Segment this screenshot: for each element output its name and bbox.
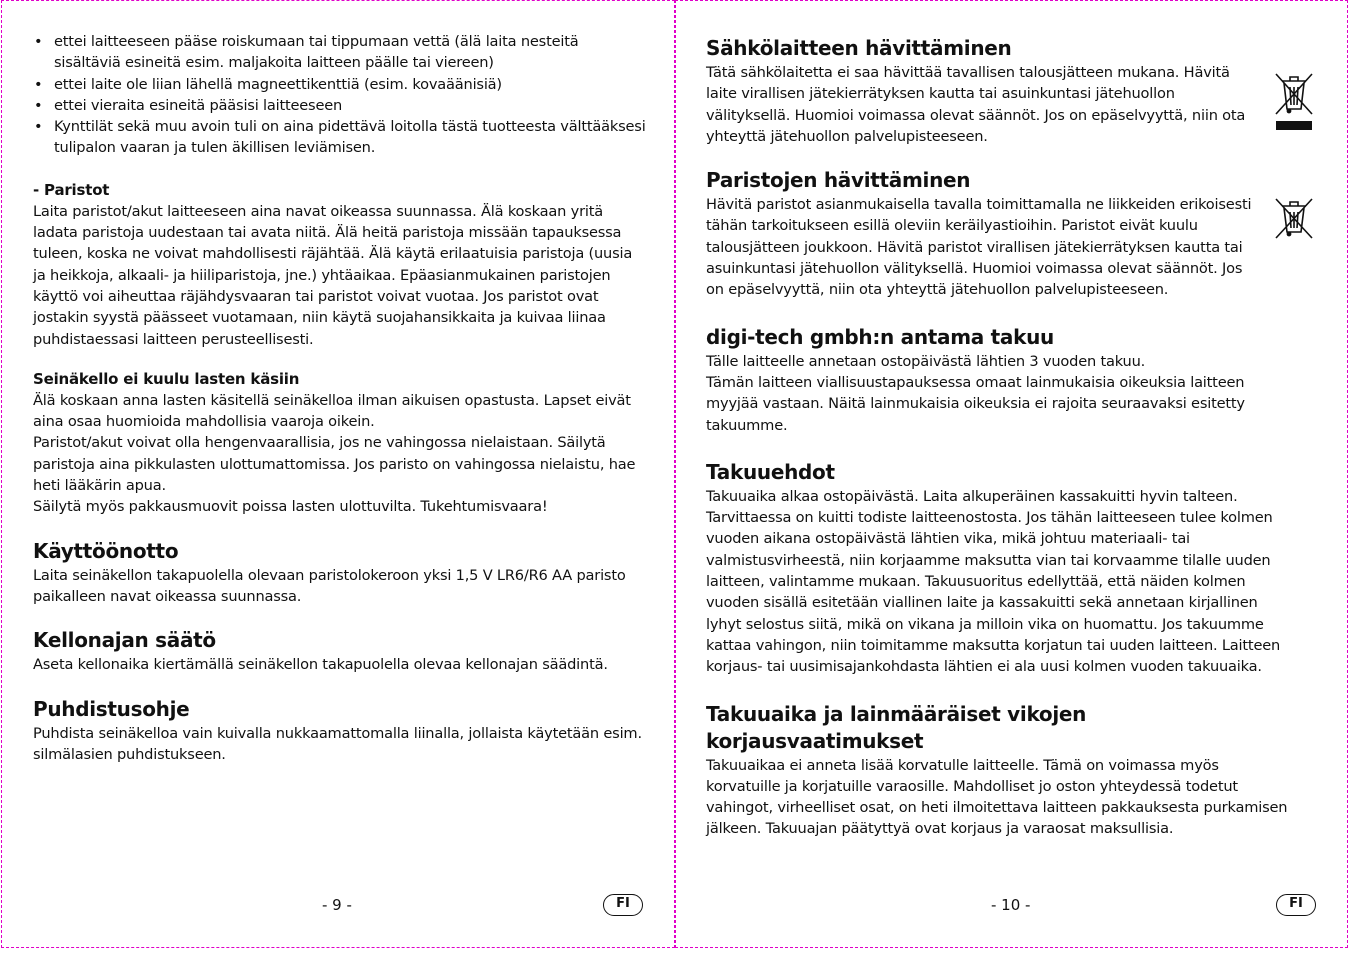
setup-heading: Käyttöönotto [33, 538, 179, 563]
time-setting-heading: Kellonajan säätö [33, 628, 216, 653]
warranty-terms-text: Takuuaika alkaa ostopäivästä. Laita alkuperäinen kassakuitti hyvin talteen. Tarvittaessa on kuitti todiste laitteenostosta. Jos tähän laitteeseen tulee kolmen vuoden aikana ostopäivästä lähtien vika, mikä johtuu materiaali- tai valmistusvirheestä, niin korjaamme maksutta vian tai korvaamme tilalle uuden laitteen, valintamme mukaan. Takuusuoritus edellyttää, että näiden kolmen vuoden sisällä esitetään viallinen laite ja kassakuitti sekä annetaan kirjallinen lyhyt selostus siitä, mikä on vikana ja milloin vika on huomattu. Jos takuumme kattaa vahingon, niin toimitamme maksutta korjatun tai uuden laitteen. Laitteen korjaus- tai uusimisajankohdasta lähtien ei ala uusi kolmen vuoden takuuaika. [706, 487, 1281, 676]
children-text-3: Säilytä myös pakkausmuovit poissa lasten ulottuvilta. Tukehtumisvaara! [33, 498, 548, 516]
left-page-content [33, 31, 648, 765]
list-item: • Kynttilät sekä muu avoin tuli on aina pidettävä loitolla tästä tuotteesta välttääksesi tulipalon vaaran ja tulen äkillisen leviämisen. [34, 118, 646, 157]
list-item: • ettei laite ole liian lähellä magneettikenttiä (esim. kovaäänisiä) [33, 74, 648, 95]
battery-disposal-heading: Paristojen hävittäminen [706, 168, 971, 193]
safety-bullet-list [33, 31, 648, 159]
warranty-text-1: Tälle laitteelle annetaan ostopäivästä lähtien 3 vuoden takuu. [706, 352, 1146, 370]
warranty-heading: digi-tech gmbh:n antama takuu [706, 324, 1054, 349]
bullet-dot: • [34, 33, 43, 50]
setup-text: Laita seinäkellon takapuolella olevaan paristolokeroon yksi 1,5 V LR6/R6 AA paristo paikalleen navat oikeassa suunnassa. [33, 566, 626, 605]
bullet-dot: • [34, 118, 43, 136]
bullet-dot: • [34, 96, 43, 114]
batteries-heading: - Paristot [33, 180, 110, 199]
list-item: • ettei laitteeseen pääse roiskumaan tai tippumaan vettä (älä laita nesteitä sisältäviä esineitä esim. maljakoita laitteen päälle tai viereen) [34, 33, 579, 72]
language-badge: FI [603, 894, 643, 916]
warranty-terms-heading: Takuuehdot [706, 459, 835, 484]
bullet-dot: • [34, 75, 43, 93]
children-text-2: Paristot/akut voivat olla hengenvaarallisia, jos ne vahingossa nielaistaan. Säilytä paristoja aina pikkulasten ulottumattomissa. Jos paristo on vahingossa nielaistu, hae heti lääkärin apua. [33, 434, 636, 495]
page-number: - 9 - [322, 896, 352, 914]
battery-disposal-text: Hävitä paristot asianmukaisella tavalla toimittamalla ne liikkeiden erikoisesti tähän tarkoitukseen esillä oleviin keräilyastioihin. Paristot eivät kuulu talousjätteen joukkoon. Hävitä paristot virallisen jätekierrätyksen kautta tai asuinkuntasi jätehuollon välityksellä. Huomioi voimassa olevat säännöt. Jos on epäselvyyttä, niin ota yhteyttä jätehuollon palvelupisteeseen. [706, 196, 1252, 299]
children-heading: Seinäkello ei kuulu lasten käsiin [33, 369, 300, 388]
right-page-content [706, 35, 1296, 840]
crossed-out-wheelie-bin-icon [1272, 71, 1316, 133]
warranty-period-heading: Takuuaika ja lainmääräiset vikojen korjausvaatimukset [706, 701, 1087, 753]
right-page [675, 0, 1348, 948]
cleaning-heading: Puhdistusohje [33, 696, 190, 721]
batteries-text: Laita paristot/akut laitteeseen aina navat oikeassa suunnassa. Älä koskaan yritä ladata paristoja uudestaan tai avata niitä. Älä heitä paristoja missään tapauksessa tuleen, koska ne voivat mahdollisesti räjähtää. Älä käytä erilaatuisia paristoja (uusia ja heikkoja, alkaali- ja hiiliparistoja, jne.) yhtäaikaa. Epäasianmukainen paristojen käyttö voi aiheuttaa räjähdysvaaran tai paristot voivat vuotaa. Jos paristot ovat jostakin syystä päässeet vuotamaan, niin käytä suojahansikkaita ja kuivaa liinaa puhdistaessasi laitteen perusteellisesti. [33, 202, 633, 348]
device-disposal-text: Tätä sähkölaitetta ei saa hävittää tavallisen talousjätteen mukana. Hävitä laite virallisen jätekierrätyksen kautta tai asuinkuntasi jätehuollon välityksellä. Huomioi voimassa olevat säännöt. Jos on epäselvyyttä, niin ota yhteyttä jätehuollon palvelupisteeseen. [706, 64, 1246, 145]
list-item: • ettei vieraita esineitä pääsisi laitteeseen [33, 95, 648, 116]
language-badge: FI [1276, 894, 1316, 916]
device-disposal-heading: Sähkölaitteen hävittäminen [706, 36, 1012, 60]
left-page [1, 0, 675, 948]
cleaning-text: Puhdista seinäkelloa vain kuivalla nukkaamattomalla liinalla, jollaista käytetään esim. silmälasien puhdistukseen. [33, 724, 642, 763]
children-text-1: Älä koskaan anna lasten käsitellä seinäkelloa ilman aikuisen opastusta. Lapset eivät aina osaa huomioida mahdollisia vaaroja oikein. [33, 391, 631, 431]
warranty-text-2: Tämän laitteen viallisuustapauksessa omaat lainmukaisia oikeuksia laitteen myyjää vastaan. Näitä lainmukaisia oikeuksia ei rajoita seuraavaksi esitetty takuumme. [706, 373, 1245, 434]
warranty-period-text: Takuuaikaa ei anneta lisää korvatulle laitteelle. Tämä on voimassa myös korvatuille ja korjatuille varaosille. Mahdolliset jo oston yhteydessä todetut vahingot, virheelliset osat, on heti ilmoitettava laitteen pakkauksesta purkamisen jälkeen. Takuuajan päätyttyä ovat korjaus ja varaosat maksullisia. [706, 756, 1288, 838]
time-setting-text: Aseta kellonaika kiertämällä seinäkellon takapuolella olevaa kellonajan säädintä. [33, 656, 608, 674]
page-number: - 10 - [991, 896, 1031, 914]
crossed-out-wheelie-bin-icon [1272, 196, 1316, 240]
